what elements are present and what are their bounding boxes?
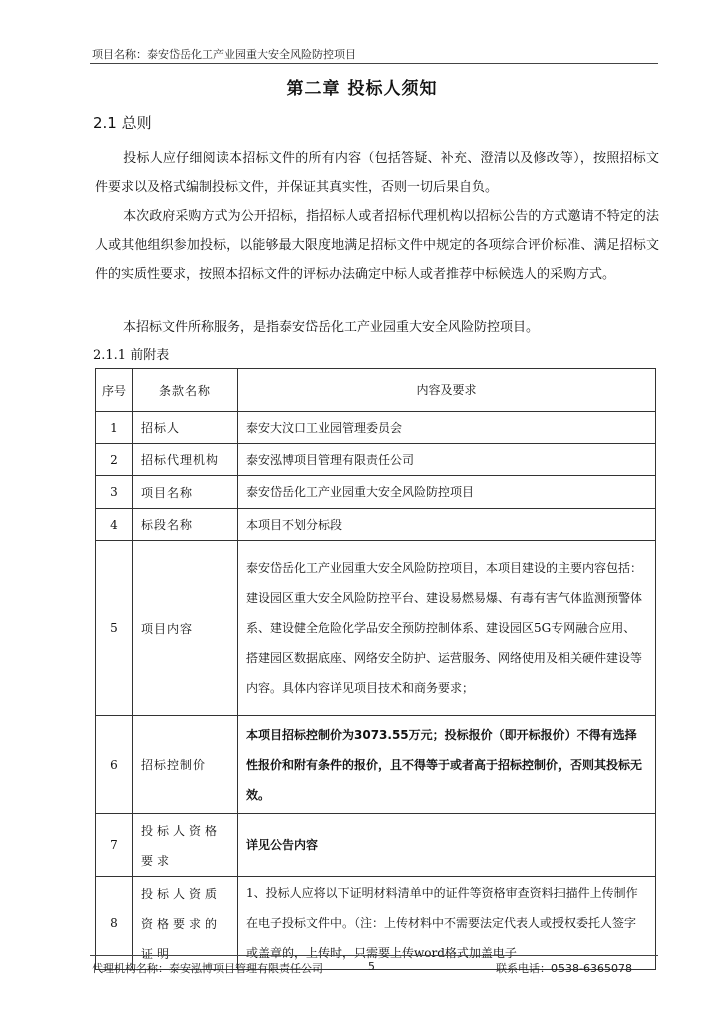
front-table [95, 368, 656, 970]
section-title: 2.1 总则 [93, 114, 152, 132]
table-header-row [96, 369, 656, 412]
row-name: 项目内容 [133, 541, 238, 716]
paragraph-1 [95, 144, 659, 202]
row-name: 标段名称 [133, 509, 238, 541]
page-header: 项目名称：泰安岱岳化工产业园重大安全风险防控项目 [92, 48, 356, 61]
row-no: 3 [96, 476, 133, 509]
row-content: 泰安泓博项目管理有限责任公司 [238, 444, 656, 476]
footer-divider [90, 955, 658, 956]
row-name: 项目名称 [133, 476, 238, 509]
row-content: 泰安大汶口工业园管理委员会 [238, 412, 656, 444]
table-row [96, 509, 656, 541]
row-name: 招标代理机构 [133, 444, 238, 476]
row-content: 泰安岱岳化工产业园重大安全风险防控项目，本项目建设的主要内容包括：建设园区重大安全风险防控平台、建设易燃易爆、有毒有害气体监测预警体系、建设健全危险化学品安全预防控制体系、建设园区5G专网融合应用、搭建园区数据底座、网络安全防护、运营服务、网络使用及相关硬件建设等内容。具体内容详见项目技术和商务要求； [238, 541, 656, 716]
row-name: 投标人资质资格要求的证明 [133, 877, 238, 970]
header-no: 序号 [96, 369, 133, 412]
row-name: 招标人 [133, 412, 238, 444]
row-no: 2 [96, 444, 133, 476]
table-row [96, 716, 656, 814]
footer-phone: 联系电话：0538-6365078 [496, 962, 632, 975]
paragraph-2-text: 本次政府采购方式为公开招标，指招标人或者招标代理机构以招标公告的方式邀请不特定的法人或其他组织参加投标，以能够最大限度地满足招标文件中规定的各项综合评价标准、满足招标文件的实质性要求，按照本招标文件的评标办法确定中标人或者推荐中标候选人的采购方式。 [95, 209, 659, 282]
header-content: 内容及要求 [238, 369, 656, 412]
subsection-title: 2.1.1 前附表 [93, 348, 170, 363]
row-no: 4 [96, 509, 133, 541]
table-row [96, 444, 656, 476]
paragraph-1-text: 投标人应仔细阅读本招标文件的所有内容（包括答疑、补充、澄清以及修改等），按照招标文件要求以及格式编制投标文件，并保证其真实性，否则一切后果自负。 [95, 151, 659, 195]
table-row [96, 476, 656, 509]
row-no: 5 [96, 541, 133, 716]
table-row [96, 814, 656, 877]
row-name: 招标控制价 [133, 716, 238, 814]
header-name: 条款名称 [133, 369, 238, 412]
row-name: 投标人资格要求 [133, 814, 238, 877]
footer-agency: 代理机构名称：泰安泓博项目管理有限责任公司 [92, 962, 323, 975]
row-content: 本项目招标控制价为3073.55万元；投标报价（即开标报价）不得有选择性报价和附有条件的报价，且不得等于或者高于招标控制价，否则其投标无效。 [238, 716, 656, 814]
row-no: 1 [96, 412, 133, 444]
table-row [96, 412, 656, 444]
row-content: 1、投标人应将以下证明材料清单中的证件等资格审查资料扫描件上传制作在电子投标文件中。（注：上传材料中不需要法定代表人或授权委托人签字或盖章的，上传时，只需要上传word格式加盖电子 [238, 877, 656, 970]
chapter-title: 第二章 投标人须知 [286, 79, 438, 99]
paragraph-3-text: 本招标文件所称服务，是指泰安岱岳化工产业园重大安全风险防控项目。 [123, 320, 540, 335]
row-content: 泰安岱岳化工产业园重大安全风险防控项目 [238, 476, 656, 509]
row-no: 8 [96, 877, 133, 970]
table-row [96, 541, 656, 716]
row-content: 详见公告内容 [238, 814, 656, 877]
paragraph-2 [95, 202, 659, 289]
row-no: 7 [96, 814, 133, 877]
header-divider [90, 63, 658, 64]
row-content: 本项目不划分标段 [238, 509, 656, 541]
row-no: 6 [96, 716, 133, 814]
page-number: 5 [368, 960, 375, 973]
paragraph-3 [95, 313, 659, 342]
